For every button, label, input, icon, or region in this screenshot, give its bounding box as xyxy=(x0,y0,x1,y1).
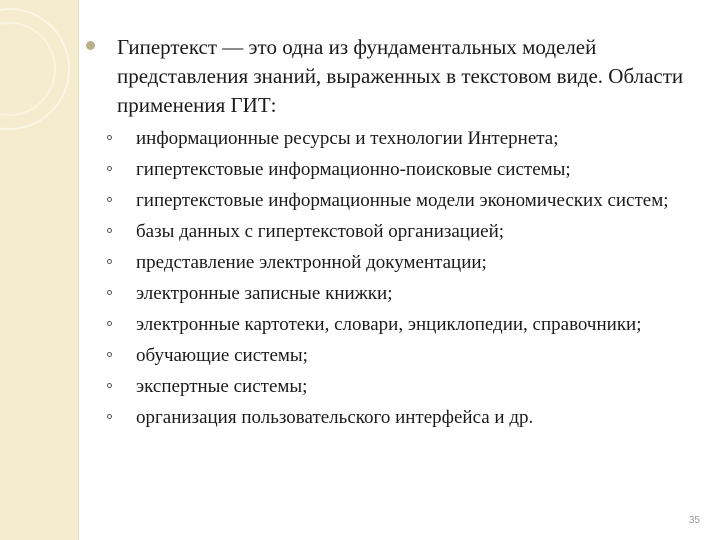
list-item-text: электронные картотеки, словари, энциклопедии, справочники; xyxy=(136,314,642,335)
list-item xyxy=(107,374,697,401)
list-item xyxy=(107,126,697,153)
decorative-side-band xyxy=(0,0,79,540)
list-item xyxy=(107,281,697,308)
list-item xyxy=(107,157,697,184)
circle-bullet-icon xyxy=(107,414,112,419)
list-item xyxy=(107,343,697,370)
list-item-text: гипертекстовые информационные модели экономических систем; xyxy=(136,190,669,211)
main-paragraph: Гипертекст — это одна из фундаментальных моделей представления знаний, выраженных в текстовом виде. Области применения ГИТ: xyxy=(117,35,684,117)
list-item-text: информационные ресурсы и технологии Интернета; xyxy=(136,128,559,149)
list-item-text: обучающие системы; xyxy=(136,345,308,366)
circle-bullet-icon xyxy=(107,259,112,264)
circle-bullet-icon xyxy=(107,135,112,140)
page-number: 35 xyxy=(688,515,700,526)
circle-bullet-icon xyxy=(107,166,112,171)
list-item-text: экспертные системы; xyxy=(136,376,308,397)
circle-bullet-icon xyxy=(107,383,112,388)
list-item-text: базы данных с гипертекстовой организацией; xyxy=(136,221,505,242)
main-bullet-icon xyxy=(86,41,95,50)
list-item-text: электронные записные книжки; xyxy=(136,283,393,304)
circle-bullet-icon xyxy=(107,197,112,202)
circle-bullet-icon xyxy=(107,290,112,295)
list-item xyxy=(107,188,697,215)
list-item-text: представление электронной документации; xyxy=(136,252,487,273)
list-item xyxy=(107,312,697,339)
list-item-text: гипертекстовые информационно-поисковые системы; xyxy=(136,159,571,180)
list-item xyxy=(107,219,697,246)
list-item xyxy=(107,250,697,277)
list-item xyxy=(107,405,697,432)
circle-bullet-icon xyxy=(107,352,112,357)
list-item-text: организация пользовательского интерфейса и др. xyxy=(136,407,534,428)
application-areas-list xyxy=(107,126,697,436)
circle-bullet-icon xyxy=(107,321,112,326)
circle-bullet-icon xyxy=(107,228,112,233)
